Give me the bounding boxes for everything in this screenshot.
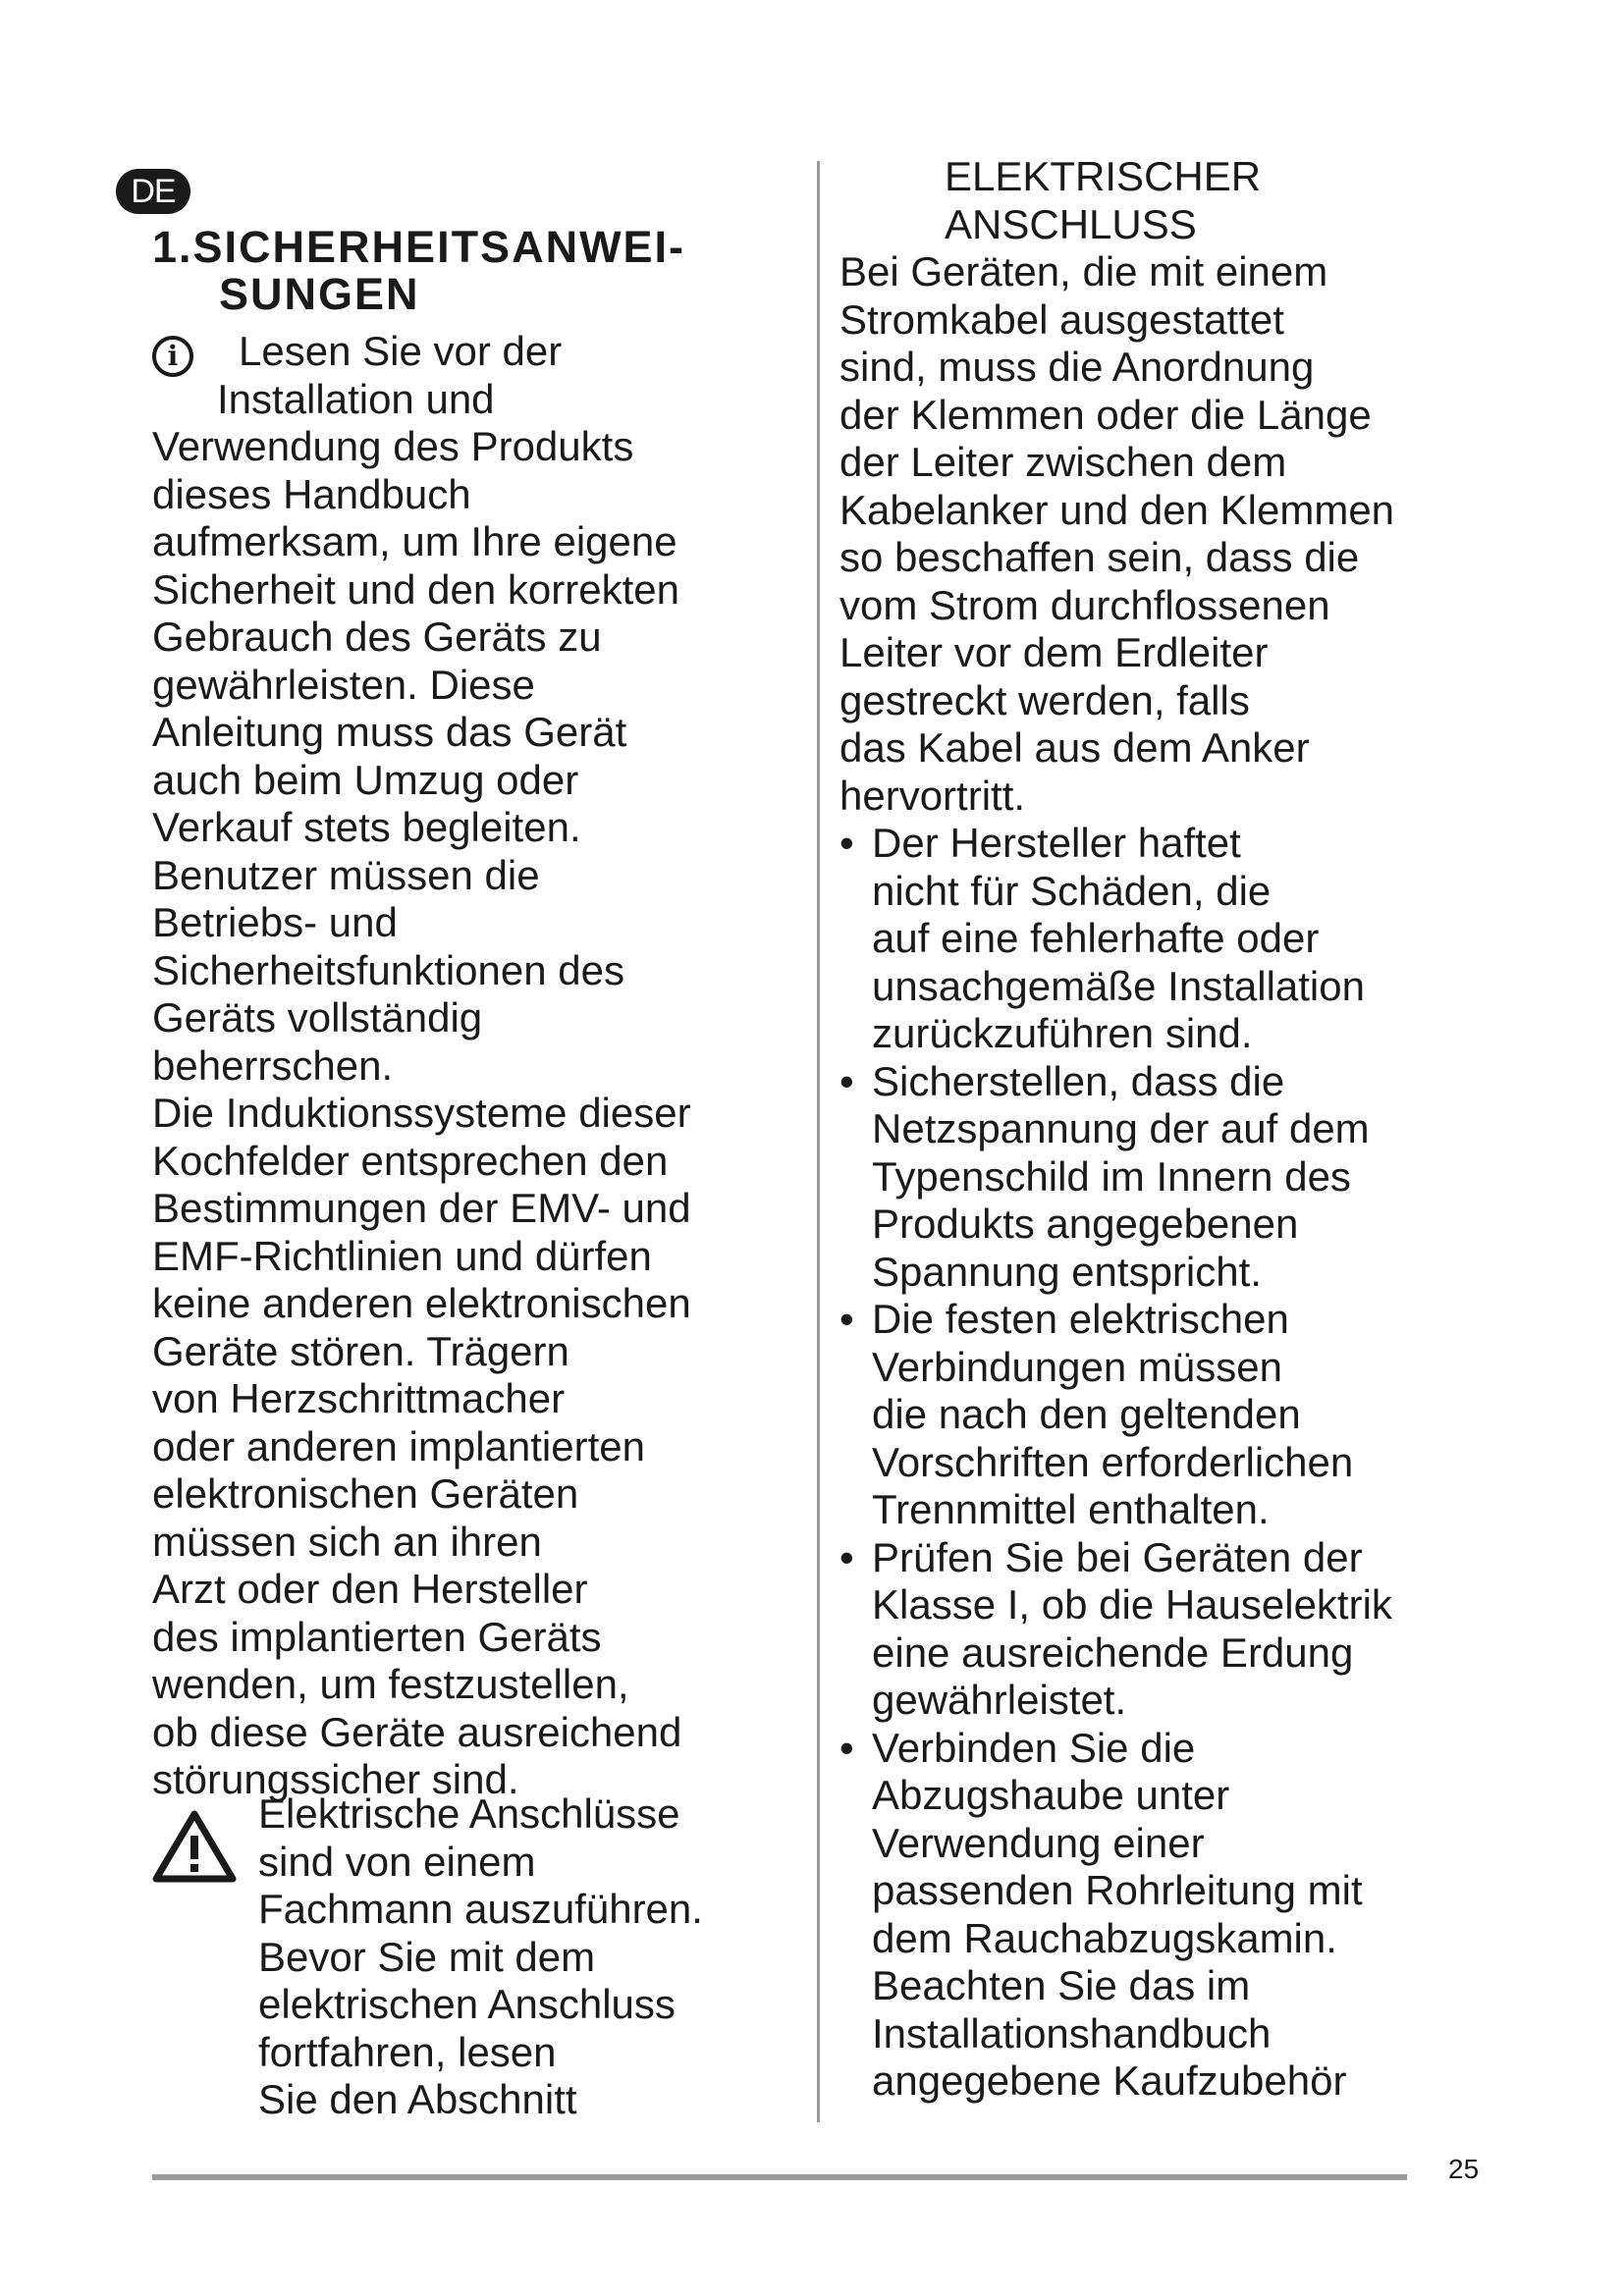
page-number: 25 [1448,2154,1480,2184]
bullet-item [839,1058,1488,1297]
warning-note [152,1790,800,2124]
safety-intro-paragraph: Verwendung des Produkts dieses Handbuch aufmerksam, um Ihre eigene Sicherheit und den korrekten Gebrauch des Geräts zu gewährleisten. Diese Anleitung muss das Gerät auch beim Umzug oder Verkauf stets begleiten. Benutzer müssen die Betriebs- und Sicherheitsfunktionen des Geräts vollständig beherrschen. Die Induktionssysteme dieser Kochfelder entsprechen den Bestimmungen der EMV- und EMF-Richtlinien und dürfen keine anderen elektronischen Geräte stören. Trägern von Herzschrittmacher oder anderen implantierten elektronischen Geräten müssen sich an ihren Arzt oder den Hersteller des implantierten Geräts wenden, um festzustellen, ob diese Geräte ausreichend störungssicher sind. [152,423,691,1802]
info-note [152,328,800,423]
warning-text: Elektrische Anschlüsse sind von einem Fachmann auszuführen. Bevor Sie mit dem elektrischen Anschluss fortfahren, lesen Sie den Abschnitt [258,1790,703,2122]
bullet-text: Prüfen Sie bei Geräten der Klasse I, ob die Hauselektrik eine ausreichende Erdung gewährleistet. [872,1533,1392,1723]
info-circle-icon: i [152,336,193,377]
bullet-item [839,1725,1488,2106]
bullet-text: Der Hersteller haftet nicht für Schäden, die auf eine fehlerhafte oder unsachgemäße Installation zurückzuführen sind. [872,820,1365,1056]
title-line-2: SUNGEN [219,269,420,319]
bullet-dot: • [839,1057,854,1104]
left-column [152,328,800,1804]
column-divider [817,161,820,2122]
bullet-item [839,1296,1488,1534]
bullet-dot: • [839,1296,854,1342]
electrical-intro-paragraph: Bei Geräten, die mit einem Stromkabel ausgestattet sind, muss die Anordnung der Klemmen oder die Länge der Leiter zwischen dem Kabelanker und den Klemmen so beschaffen sein, dass die vom Strom durchflossenen Leiter vor dem Erdleiter gestreckt werden, falls das Kabel aus dem Anker hervortritt. [839,248,1395,819]
info-note-text [152,328,800,423]
info-note-line-1: Lesen Sie vor der [239,328,563,374]
bullet-text: Sicherstellen, dass die Netzspannung der auf dem Typenschild im Innern des Produkts angegebenen Spannung entspricht. [872,1057,1370,1295]
bullet-item [839,1534,1488,1725]
warning-triangle-icon [152,1808,237,1883]
section-title [152,224,800,318]
bullet-text: Die festen elektrischen Verbindungen müssen die nach den geltenden Vorschriften erforderlichen Trennmittel enthalten. [872,1296,1354,1532]
bullet-dot: • [839,1724,854,1771]
bullet-dot: • [839,1533,854,1580]
title-line-1: 1.SICHERHEITSANWEI- [152,222,686,272]
safety-bullet-list [839,820,1488,2106]
electrical-connection-heading: ELEKTRISCHER ANSCHLUSS [945,153,1262,247]
right-column [839,153,1488,2106]
footer-rule [152,2174,1407,2180]
bullet-item [839,820,1488,1058]
language-badge: DE [116,169,190,214]
bullet-text: Verbinden Sie die Abzugshaube unter Verwendung einer passenden Rohrleitung mit dem Rauchabzugskamin. Beachten Sie das im Installationshandbuch angegebene Kaufzubehör [872,1724,1363,2104]
bullet-dot: • [839,820,854,866]
info-note-line-2: Installation und [217,375,495,422]
